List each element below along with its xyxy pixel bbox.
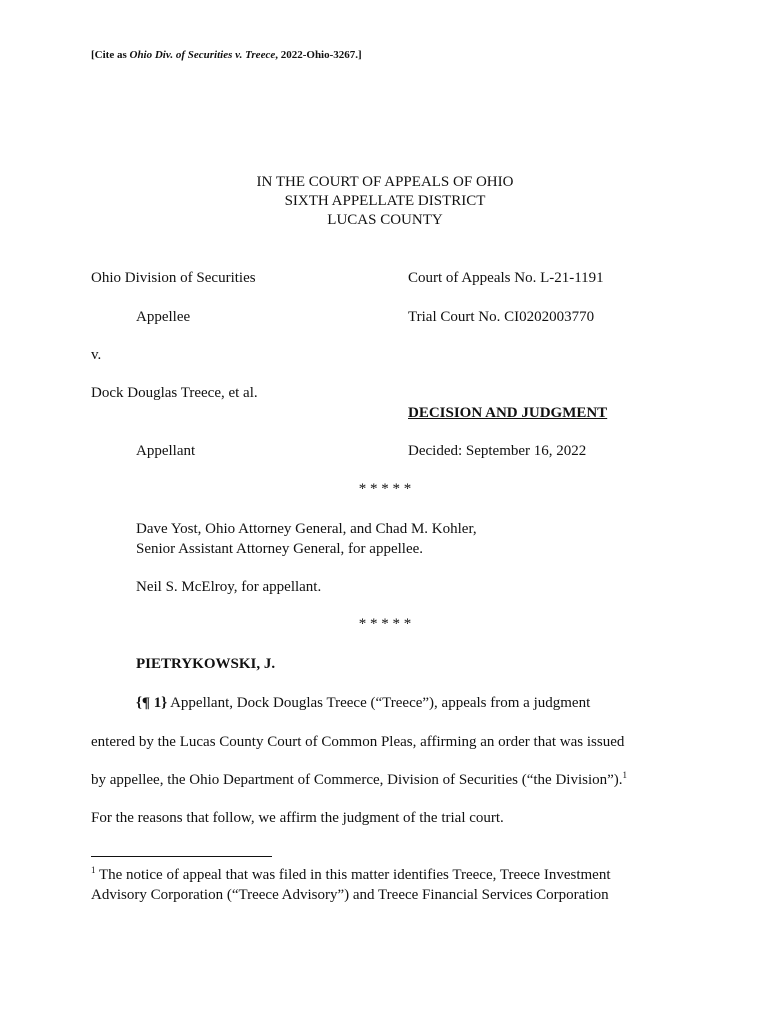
appellee-counsel-line1: Dave Yost, Ohio Attorney General, and Chad M. Kohler, [136,521,477,537]
opinion-line-1-text: Appellant, Dock Douglas Treece (“Treece”), appeals from a judgment [167,695,591,711]
footnote-line-1-text: The notice of appeal that was filed in this matter identifies Treece, Treece Investment [95,867,611,883]
appellant-name: Dock Douglas Treece, et al. [91,385,258,401]
appellee-counsel-line2: Senior Assistant Attorney General, for appellee. [136,541,424,557]
court-name: IN THE COURT OF APPEALS OF OHIO [256,174,514,190]
citation-prefix: [Cite as [91,49,130,61]
appellee-name: Ohio Division of Securities [91,270,256,286]
citation-line [91,46,362,64]
appellee-role: Appellee [136,309,191,325]
footnote-line-1 [91,866,611,884]
versus: v. [91,347,102,363]
opinion-line-2: entered by the Lucas County Court of Common Pleas, affirming an order that was issued [91,734,625,750]
opinion-line-3-text: by appellee, the Ohio Department of Commerce, Division of Securities (“the Division”). [91,772,623,788]
citation-case-name: Ohio Div. of Securities v. Treece [129,49,276,61]
citation-suffix: , 2022-Ohio-3267.] [275,49,362,61]
appellant-counsel: Neil S. McElroy, for appellant. [136,579,322,595]
separator-stars-2: * * * * * [358,616,412,632]
appellant-role: Appellant [136,443,196,459]
footnote-rule [91,856,272,857]
footnote-number: 1 [91,865,96,875]
trial-court-number: Trial Court No. CI0202003770 [408,309,595,325]
district-name: SIXTH APPELLATE DISTRICT [284,193,486,209]
opinion-line-4: For the reasons that follow, we affirm the judgment of the trial court. [91,810,504,826]
footnote-reference[interactable]: 1 [622,770,628,780]
judge-name: PIETRYKOWSKI, J. [136,656,276,672]
footnote-line-2: Advisory Corporation (“Treece Advisory”) and Treece Financial Services Corporation [91,887,609,903]
opinion-line-1 [136,694,590,712]
decision-title: DECISION AND JUDGMENT [408,405,608,421]
separator-stars: * * * * * [358,481,412,497]
appeals-number: Court of Appeals No. L-21-1191 [408,270,604,286]
opinion-line-3 [91,771,627,789]
decided-date: Decided: September 16, 2022 [408,443,587,459]
paragraph-mark: {¶ 1} [136,695,168,711]
county-name: LUCAS COUNTY [327,212,443,228]
